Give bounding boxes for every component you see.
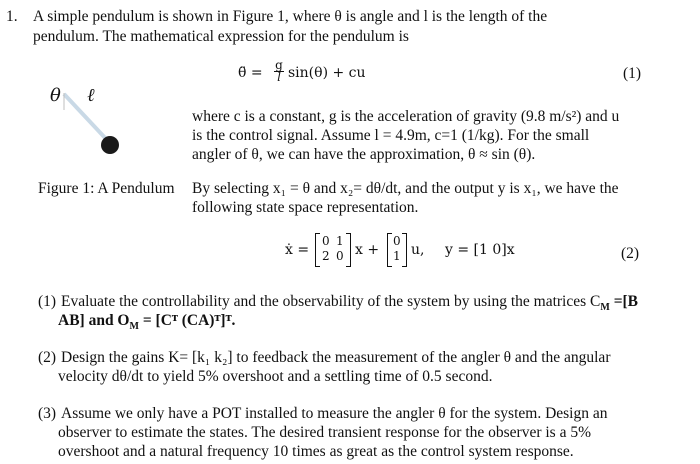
q3-number: (3) [38,405,57,422]
state-line-1: By selecting x₁ = θ and x₂= dθ/dt, and the output y is x₁, we have the [192,180,619,197]
q1-line-2-end: = [Cᵀ (CA)ᵀ]ᵀ. [138,312,236,329]
q1-line-2-text: AB] and O [58,312,130,329]
intro-line-1: A simple pendulum is shown in Figure 1, where θ is angle and l is the length of the [33,8,548,25]
intro-line-2: pendulum. The mathematical expression for the pendulum is [33,28,409,45]
eq1-frac-den: l [277,70,281,84]
eq2-b-bracket-right [402,233,407,267]
eq2-a-bracket-right [346,233,351,267]
eq2-a22: 0 [336,249,344,263]
q2-line-1: Design the gains K= [k₁ k₂] to feedback the measurement of the angler θ and the angular [61,349,611,366]
q1-line-1-text: Evaluate the controllability and the observability of the system by using the matrices C [61,293,601,310]
eq2-a-bracket-left [315,233,320,267]
eq2-x-plus: x + [355,242,380,258]
pendulum-rod [64,94,108,141]
desc-line-3: angler of θ, we can have the approximation, θ ≈ sin (θ). [192,146,536,163]
pendulum-bob [101,136,119,154]
eq2-u: u, [411,242,425,258]
eq2-label: (2) [621,245,640,262]
problem-number: 1. [6,8,18,25]
eq1-lhs: θ̈ = [238,65,263,81]
eq2-output: y = [1 0]x [445,242,515,258]
desc-line-2: is the control signal. Assume l = 4.9m, c=1 (1/kg). For the small [192,127,590,144]
figure-caption: Figure 1: A Pendulum [38,180,175,197]
eq1-fraction [274,60,284,83]
desc-line-1: where c is a constant, g is the acceleration of gravity (9.8 m/s²) and u [192,108,620,125]
eq1-frac-num: g [275,58,283,72]
figure-l-label: ℓ [87,85,95,106]
q2-number: (2) [38,349,57,366]
q1-line-2 [58,311,235,336]
eq2-xdot: ẋ = [285,242,310,258]
q3-line-3: overshoot and a natural frequency 10 times as great as the control system response. [58,443,574,460]
q1-line-1-end: =[B [609,293,639,310]
state-line-2: following state space representation. [192,199,419,216]
eq1-label: (1) [623,65,642,82]
eq2-b1: 0 [393,234,401,248]
eq2-a11: 0 [322,234,330,248]
eq2-a-matrix [315,233,351,267]
eq2-a12: 1 [336,234,344,248]
q3-line-2: observer to estimate the states. The desired transient response for the observer is a 5% [58,424,592,441]
eq2-b2: 1 [393,249,401,263]
eq2-b-vector [387,233,407,267]
eq2-a21: 2 [322,249,330,263]
q1-line-1-sub: M [600,302,610,314]
eq1-rhs: sin(θ) + cu [288,65,366,81]
figure-theta-label: θ [50,85,61,106]
q1-line-2-sub: M [129,321,139,333]
q2-line-2: velocity dθ/dt to yield 5% overshoot and a settling time of 0.5 second. [58,368,493,385]
q3-line-1: Assume we only have a POT installed to measure the angler θ for the system. Design an [61,405,608,422]
eq2-b-bracket-left [387,233,392,267]
q1-number: (1) [38,293,57,310]
